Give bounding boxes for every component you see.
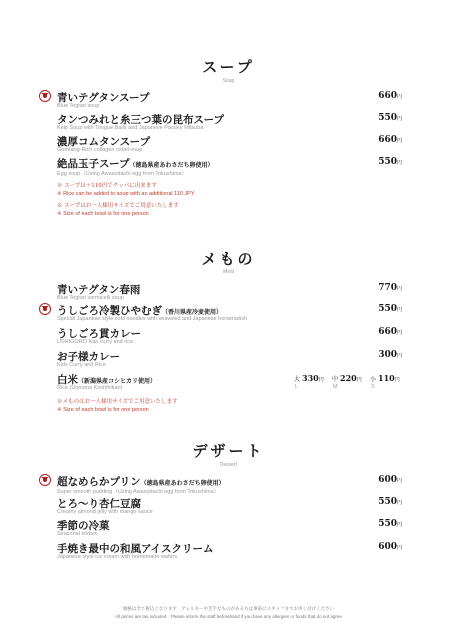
item-name: タンつみれと糸三つ葉の昆布スープ [57,114,224,126]
meal-subtitle: Meal [223,269,234,275]
size-small-price: 小 110円 [370,373,400,383]
soup-notes [57,182,402,218]
item-name: お子様カレー [57,351,120,363]
size-large-price: 大 330円 [294,373,324,383]
menu-item [57,90,402,110]
item-name: 超なめらかプリン（徳島県産あわさだち卵使用） [57,476,225,488]
dessert-subtitle: Dessert [219,462,238,468]
note-line: ※ Rice can be added to soup with an additional 110 JPY [57,191,195,197]
item-english: Gomtang-Rich collagen oxtail soup [57,147,143,153]
size-small-label: S [371,384,375,390]
item-name: 季節の冷菓 [57,520,110,532]
item-english: Special Japanese style cold noodles with seaweed and Japanese horseradish [57,316,247,322]
item-price: 660円 [378,327,402,337]
pot-icon [39,303,51,315]
item-name: 青いテグタン春雨 [57,284,141,296]
menu-item [57,474,402,494]
meal-notes [57,398,402,414]
menu-item [57,134,402,154]
item-price: 660円 [378,91,402,101]
item-name: 青いテグタンスープ [57,92,150,104]
menu-item [57,326,402,346]
item-name: とろ～り杏仁豆腐 [57,498,141,510]
item-english: Egg soup（Using Awasodachi egg from Tokushima） [57,171,188,177]
soup-title: スープ [202,58,255,76]
item-price: 600円 [378,475,402,485]
meal-title: メもの [201,250,256,268]
item-english: Kelp Soup with Tongue Balls and Japanese Parsley Mitsuba [57,125,204,131]
note-line: ※ Size of each bowl is for one person [57,211,149,217]
item-english: Super smooth pudding（Using Awasodachi egg from Tokushima） [57,489,220,495]
item-price: 770円 [378,283,402,293]
size-large-label: L [295,384,299,390]
item-name: 白米（新潟県産コシヒカリ使用） [57,374,157,386]
pot-icon [39,474,51,486]
note-line: ※ スープはお一人様用サイズでご用意いたします [57,203,179,209]
item-price: 550円 [378,113,402,123]
rice-sizes [294,372,402,392]
size-medium-label: M [333,384,338,390]
note-line: ※ Size of each bowl is for one person [57,407,149,413]
dessert-title: デザート [192,442,265,460]
item-price: 600円 [378,542,402,552]
item-english: USHIGORO Kan curry and rice [57,339,134,345]
item-price: 660円 [378,135,402,145]
item-price: 550円 [378,519,402,529]
item-price: 550円 [378,157,402,167]
item-english: Rice (Uonuma Koshihikari) [57,385,123,391]
item-english: Seasonal sorbet [57,531,97,537]
item-english: Blue Tegtan soup [57,103,100,109]
size-medium-price: 中 220円 [332,373,362,383]
item-english: Kids Curry and Rice [57,362,106,368]
menu-item [57,518,402,538]
menu-item [57,282,402,302]
menu-item [57,156,402,176]
soup-subtitle: Soup [222,78,235,84]
menu-item [57,349,402,369]
item-name: 濃厚コムタンスープ [57,136,151,148]
note-line: ※ スープは＋110円でクッパに出来ます [57,183,157,189]
footer-en: All prices are tax included Please inform the staff beforehand if you have any allergies or foods that do not agree [115,614,342,619]
menu-item [57,496,402,516]
item-name: うしごろ冷製ひやむぎ（香川県産冷麦使用） [57,305,223,317]
item-english: Japanese style ice cream with homemade wafers [57,554,178,560]
menu-item [57,303,402,323]
note-line: ※メものはお一人様用サイズでご用意いたします [57,399,178,405]
menu-item [57,541,402,561]
item-price: 300円 [378,350,402,360]
item-price: 550円 [378,304,402,314]
item-name: 手焼き最中の和風アイスクリーム [57,543,214,555]
item-price: 550円 [378,497,402,507]
pot-icon [39,90,51,102]
item-english: Creamy almond jelly with mango sauce [57,509,153,515]
item-english: Blue Tegtan vermicelli soup [57,295,124,301]
menu-item-rice [57,372,402,392]
item-name: 絶品玉子スープ（徳島県産あわさだち卵使用） [57,158,214,170]
footer-jp: 価格は全て税込となります アレルギーや苦手なものがある方は事前にスタッフまでお申し付けください [122,606,335,611]
menu-item [57,112,402,132]
item-name: うしごろ貫カレー [57,328,141,340]
